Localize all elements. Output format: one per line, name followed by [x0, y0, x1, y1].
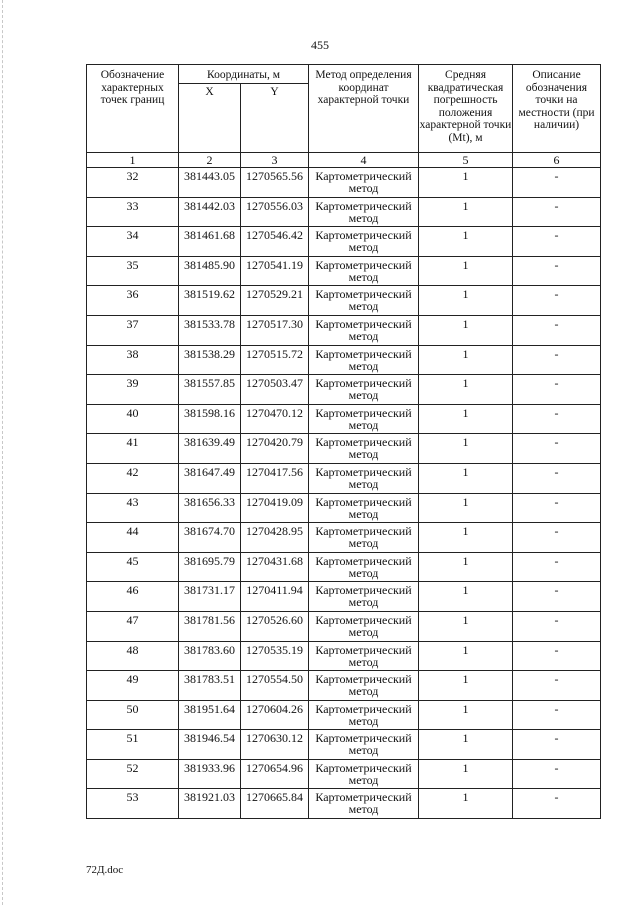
- error-cell: 1: [419, 197, 513, 227]
- table-row: [87, 641, 601, 671]
- error-cell: 1: [419, 759, 513, 789]
- description-cell: -: [513, 463, 601, 493]
- description-cell: -: [513, 493, 601, 523]
- y-coordinate-cell: 1270565.56: [241, 168, 309, 198]
- x-coordinate-cell: 381533.78: [179, 315, 241, 345]
- method-cell: Картометрический метод: [309, 611, 419, 641]
- table-row: [87, 700, 601, 730]
- point-cell: 52: [87, 759, 179, 789]
- column-number: 5: [419, 153, 513, 168]
- header-x: X: [179, 84, 241, 153]
- x-coordinate-cell: 381674.70: [179, 523, 241, 553]
- column-number: 4: [309, 153, 419, 168]
- x-coordinate-cell: 381647.49: [179, 463, 241, 493]
- header-method: Метод определения координат характерной точки: [309, 65, 419, 153]
- error-cell: 1: [419, 641, 513, 671]
- table-row: [87, 759, 601, 789]
- x-coordinate-cell: 381485.90: [179, 256, 241, 286]
- table-row: [87, 227, 601, 257]
- table-row: [87, 404, 601, 434]
- method-cell: Картометрический метод: [309, 641, 419, 671]
- error-cell: 1: [419, 256, 513, 286]
- error-cell: 1: [419, 493, 513, 523]
- y-coordinate-cell: 1270529.21: [241, 286, 309, 316]
- description-cell: -: [513, 730, 601, 760]
- point-cell: 37: [87, 315, 179, 345]
- point-cell: 50: [87, 700, 179, 730]
- table-row: [87, 730, 601, 760]
- point-cell: 49: [87, 671, 179, 701]
- description-cell: -: [513, 552, 601, 582]
- description-cell: -: [513, 759, 601, 789]
- description-cell: -: [513, 582, 601, 612]
- y-coordinate-cell: 1270419.09: [241, 493, 309, 523]
- y-coordinate-cell: 1270517.30: [241, 315, 309, 345]
- y-coordinate-cell: 1270630.12: [241, 730, 309, 760]
- error-cell: 1: [419, 671, 513, 701]
- method-cell: Картометрический метод: [309, 256, 419, 286]
- column-number: 6: [513, 153, 601, 168]
- method-cell: Картометрический метод: [309, 227, 419, 257]
- x-coordinate-cell: 381557.85: [179, 375, 241, 405]
- header-y: Y: [241, 84, 309, 153]
- error-cell: 1: [419, 611, 513, 641]
- method-cell: Картометрический метод: [309, 700, 419, 730]
- point-cell: 45: [87, 552, 179, 582]
- method-cell: Картометрический метод: [309, 671, 419, 701]
- y-coordinate-cell: 1270417.56: [241, 463, 309, 493]
- error-cell: 1: [419, 552, 513, 582]
- error-cell: 1: [419, 730, 513, 760]
- point-cell: 53: [87, 789, 179, 819]
- error-cell: 1: [419, 345, 513, 375]
- point-cell: 48: [87, 641, 179, 671]
- x-coordinate-cell: 381461.68: [179, 227, 241, 257]
- table-row: [87, 671, 601, 701]
- description-cell: -: [513, 256, 601, 286]
- header-designation: Обозначение характерных точек границ: [87, 65, 179, 153]
- method-cell: Картометрический метод: [309, 345, 419, 375]
- point-cell: 33: [87, 197, 179, 227]
- header-coordinates: Координаты, м: [179, 65, 309, 84]
- description-cell: -: [513, 404, 601, 434]
- y-coordinate-cell: 1270535.19: [241, 641, 309, 671]
- method-cell: Картометрический метод: [309, 315, 419, 345]
- x-coordinate-cell: 381921.03: [179, 789, 241, 819]
- description-cell: -: [513, 197, 601, 227]
- y-coordinate-cell: 1270470.12: [241, 404, 309, 434]
- description-cell: -: [513, 375, 601, 405]
- description-cell: -: [513, 168, 601, 198]
- x-coordinate-cell: 381946.54: [179, 730, 241, 760]
- description-cell: -: [513, 611, 601, 641]
- y-coordinate-cell: 1270665.84: [241, 789, 309, 819]
- method-cell: Картометрический метод: [309, 523, 419, 553]
- table-row: [87, 434, 601, 464]
- point-cell: 38: [87, 345, 179, 375]
- page-edge: [2, 0, 4, 905]
- y-coordinate-cell: 1270526.60: [241, 611, 309, 641]
- method-cell: Картометрический метод: [309, 404, 419, 434]
- method-cell: Картометрический метод: [309, 730, 419, 760]
- x-coordinate-cell: 381639.49: [179, 434, 241, 464]
- x-coordinate-cell: 381442.03: [179, 197, 241, 227]
- y-coordinate-cell: 1270515.72: [241, 345, 309, 375]
- method-cell: Картометрический метод: [309, 375, 419, 405]
- point-cell: 47: [87, 611, 179, 641]
- method-cell: Картометрический метод: [309, 789, 419, 819]
- table-row: [87, 611, 601, 641]
- table-row: [87, 523, 601, 553]
- y-coordinate-cell: 1270604.26: [241, 700, 309, 730]
- y-coordinate-cell: 1270420.79: [241, 434, 309, 464]
- table-row: [87, 375, 601, 405]
- y-coordinate-cell: 1270541.19: [241, 256, 309, 286]
- table-row: [87, 286, 601, 316]
- table-row: [87, 197, 601, 227]
- description-cell: -: [513, 523, 601, 553]
- footer-filename: 72Д.doc: [86, 864, 124, 876]
- point-cell: 42: [87, 463, 179, 493]
- y-coordinate-cell: 1270556.03: [241, 197, 309, 227]
- y-coordinate-cell: 1270503.47: [241, 375, 309, 405]
- error-cell: 1: [419, 375, 513, 405]
- error-cell: 1: [419, 227, 513, 257]
- table-row: [87, 345, 601, 375]
- point-cell: 41: [87, 434, 179, 464]
- description-cell: -: [513, 345, 601, 375]
- error-cell: 1: [419, 168, 513, 198]
- x-coordinate-cell: 381781.56: [179, 611, 241, 641]
- method-cell: Картометрический метод: [309, 463, 419, 493]
- error-cell: 1: [419, 523, 513, 553]
- column-numbers-row: [87, 153, 601, 168]
- error-cell: 1: [419, 463, 513, 493]
- error-cell: 1: [419, 404, 513, 434]
- y-coordinate-cell: 1270554.50: [241, 671, 309, 701]
- page-number: 455: [311, 38, 329, 52]
- coordinates-table: [86, 64, 601, 819]
- description-cell: -: [513, 789, 601, 819]
- point-cell: 34: [87, 227, 179, 257]
- description-cell: -: [513, 700, 601, 730]
- error-cell: 1: [419, 315, 513, 345]
- method-cell: Картометрический метод: [309, 582, 419, 612]
- table-row: [87, 789, 601, 819]
- error-cell: 1: [419, 286, 513, 316]
- column-number: 1: [87, 153, 179, 168]
- x-coordinate-cell: 381519.62: [179, 286, 241, 316]
- y-coordinate-cell: 1270546.42: [241, 227, 309, 257]
- table-row: [87, 168, 601, 198]
- error-cell: 1: [419, 582, 513, 612]
- table-row: [87, 463, 601, 493]
- table-row: [87, 315, 601, 345]
- table-body: [87, 168, 601, 819]
- x-coordinate-cell: 381598.16: [179, 404, 241, 434]
- method-cell: Картометрический метод: [309, 286, 419, 316]
- table-row: [87, 552, 601, 582]
- x-coordinate-cell: 381783.60: [179, 641, 241, 671]
- x-coordinate-cell: 381443.05: [179, 168, 241, 198]
- description-cell: -: [513, 315, 601, 345]
- x-coordinate-cell: 381695.79: [179, 552, 241, 582]
- error-cell: 1: [419, 434, 513, 464]
- point-cell: 40: [87, 404, 179, 434]
- x-coordinate-cell: 381951.64: [179, 700, 241, 730]
- table-row: [87, 493, 601, 523]
- table-row: [87, 256, 601, 286]
- error-cell: 1: [419, 700, 513, 730]
- description-cell: -: [513, 641, 601, 671]
- description-cell: -: [513, 227, 601, 257]
- method-cell: Картометрический метод: [309, 168, 419, 198]
- header-description: Описание обозначения точки на местности (при наличии): [513, 65, 601, 153]
- method-cell: Картометрический метод: [309, 759, 419, 789]
- x-coordinate-cell: 381656.33: [179, 493, 241, 523]
- x-coordinate-cell: 381538.29: [179, 345, 241, 375]
- header-error: Средняя квадратическая погрешность положения характерной точки (Mt), м: [419, 65, 513, 153]
- point-cell: 43: [87, 493, 179, 523]
- y-coordinate-cell: 1270431.68: [241, 552, 309, 582]
- description-cell: -: [513, 434, 601, 464]
- y-coordinate-cell: 1270428.95: [241, 523, 309, 553]
- point-cell: 32: [87, 168, 179, 198]
- column-number: 3: [241, 153, 309, 168]
- point-cell: 44: [87, 523, 179, 553]
- point-cell: 36: [87, 286, 179, 316]
- table-row: [87, 582, 601, 612]
- method-cell: Картометрический метод: [309, 552, 419, 582]
- description-cell: -: [513, 671, 601, 701]
- description-cell: -: [513, 286, 601, 316]
- x-coordinate-cell: 381731.17: [179, 582, 241, 612]
- point-cell: 51: [87, 730, 179, 760]
- method-cell: Картометрический метод: [309, 434, 419, 464]
- x-coordinate-cell: 381933.96: [179, 759, 241, 789]
- point-cell: 39: [87, 375, 179, 405]
- y-coordinate-cell: 1270654.96: [241, 759, 309, 789]
- error-cell: 1: [419, 789, 513, 819]
- method-cell: Картометрический метод: [309, 197, 419, 227]
- point-cell: 35: [87, 256, 179, 286]
- point-cell: 46: [87, 582, 179, 612]
- method-cell: Картометрический метод: [309, 493, 419, 523]
- column-number: 2: [179, 153, 241, 168]
- x-coordinate-cell: 381783.51: [179, 671, 241, 701]
- y-coordinate-cell: 1270411.94: [241, 582, 309, 612]
